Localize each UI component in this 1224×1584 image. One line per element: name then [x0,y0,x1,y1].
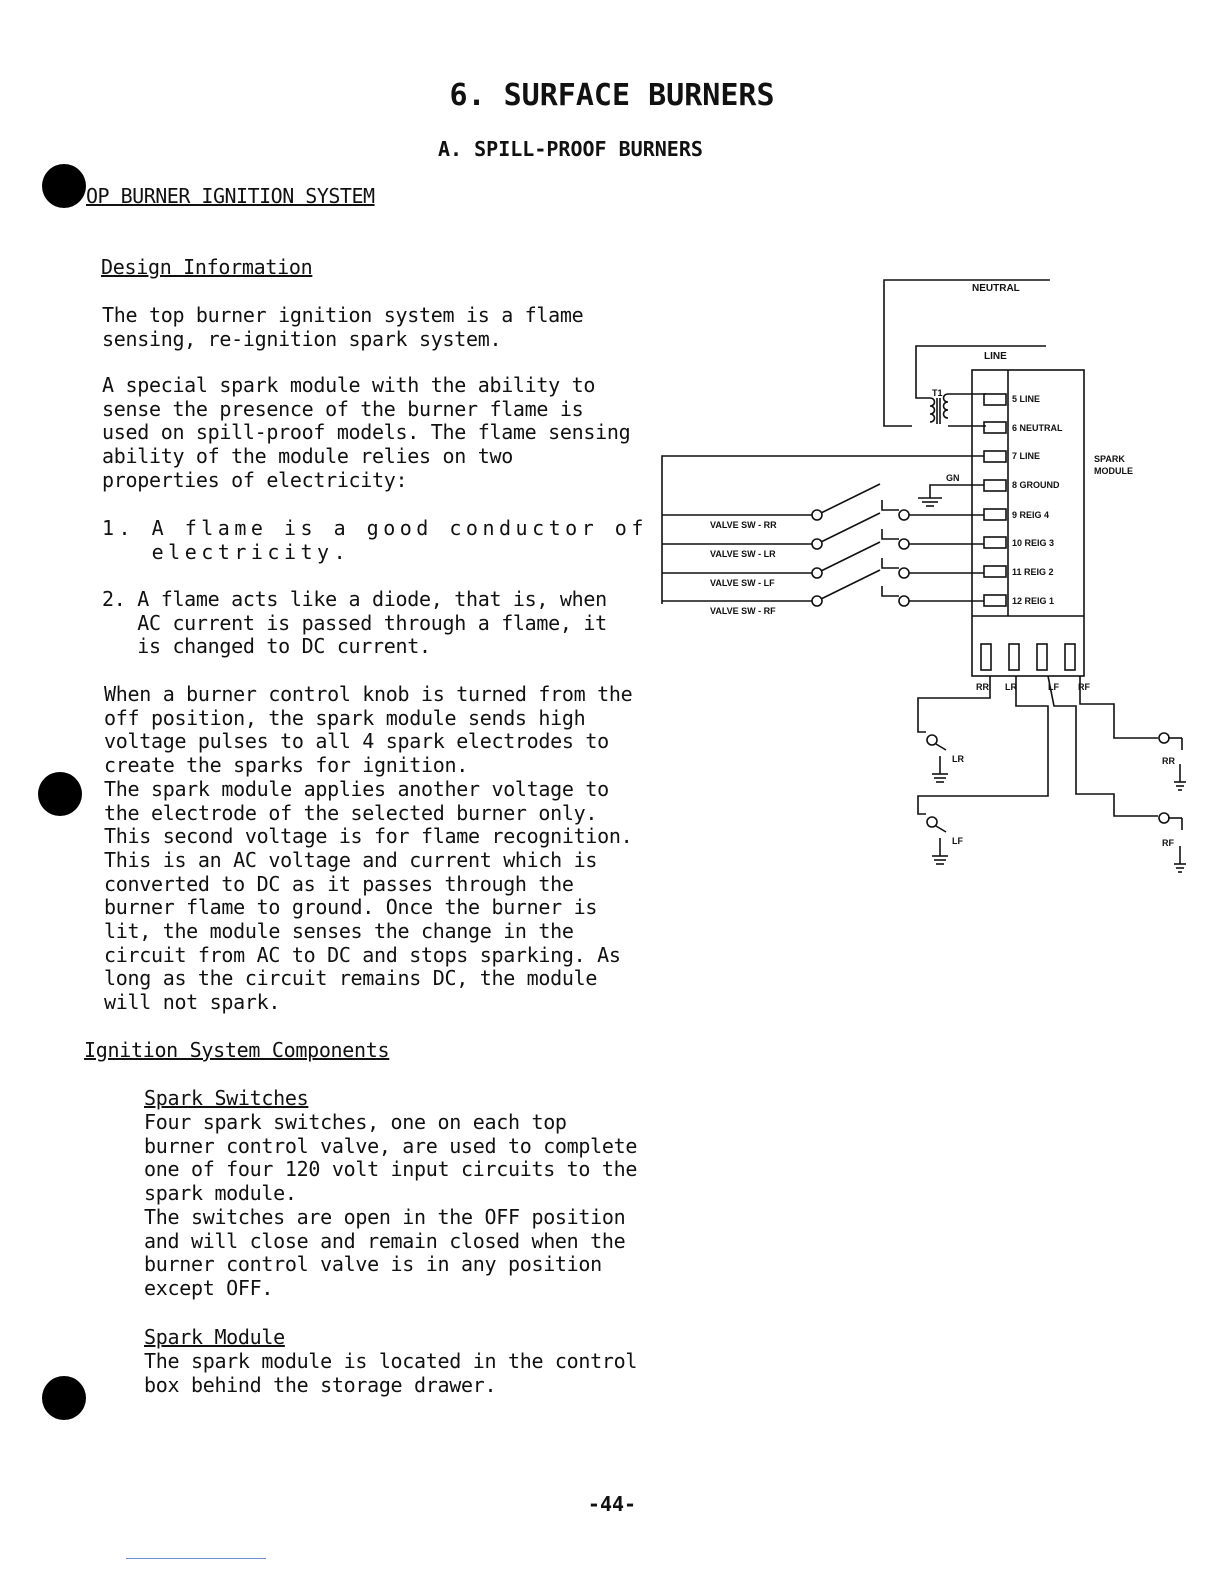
electrode-label: RR [1162,756,1175,766]
terminal [984,480,1006,491]
port-label: RR [976,682,989,692]
list-item-1: 1. A flame is a good conductor of electricity. [102,516,648,564]
terminal-label: 11 REIG 2 [1012,567,1054,577]
switch-contact [899,568,909,578]
terminal [984,451,1006,462]
spark-switches-heading: Spark Switches [144,1086,309,1110]
list-item-2: 2. A flame acts like a diode, that is, when AC current is passed through a flame, it is changed to DC current. [102,587,607,659]
valve-switch-label: VALVE SW - RF [710,606,776,616]
spark-module-heading: Spark Module [144,1325,285,1349]
valve-switch-label: VALVE SW - LF [710,578,775,588]
lead-lf [1048,676,1158,816]
switch-contact [899,596,909,606]
spark-module-box [972,370,1084,676]
gn-label: GN [946,473,960,483]
switch-link [882,586,899,596]
terminal-label: 6 NEUTRAL [1012,423,1063,433]
lead-rf [1080,676,1158,738]
switch-contact [899,510,909,520]
switch-contact [812,568,822,578]
page-subtitle: A. SPILL-PROOF BURNERS [438,137,703,161]
valve-switch-label: VALVE SW - LR [710,549,776,559]
neutral-wire [884,280,1050,426]
electrode-ports [981,644,1075,670]
terminal-label: 9 REIG 4 [1012,510,1050,520]
t1-label: T1 [932,388,943,398]
switch-arm [821,513,880,542]
design-paragraph-1: The top burner ignition system is a flame sensing, re-ignition spark system. [102,303,584,351]
components-heading: Ignition System Components [84,1038,390,1062]
port [1009,644,1019,670]
ground-wire [930,485,984,498]
switch-arm [821,542,880,571]
port-label: RF [1078,682,1090,692]
switch-link [882,529,899,539]
terminal-label: 7 LINE [1012,451,1041,461]
electrode-lf [927,817,948,864]
terminal [984,422,1006,433]
port [1065,644,1075,670]
electrode-label: LR [952,754,964,764]
terminal [984,394,1006,405]
transformer-secondary [944,394,949,418]
terminal-block [984,394,1006,606]
page-title: 6. SURFACE BURNERS [449,78,775,113]
terminal-label: 8 GROUND [1012,480,1060,490]
binder-hole [38,772,82,816]
design-info-heading: Design Information [101,255,313,279]
neutral-label: NEUTRAL [972,283,1020,294]
design-paragraph-3: When a burner control knob is turned from the off position, the spark module sends high voltage pulses to all 4 spark electrodes to create the sparks for ignition. The spark module applies another voltage to the electrode of the selected burner only. This second voltage is for flame recognition. This is an AC voltage and current which is converted to DC as it passes through the burner flame to ground. Once the burner is lit, the module senses the change in the circuit from AC to DC and stops sparking. As long as the circuit remains DC, the module will not spark. [104,682,633,1015]
page-number: -44- [587,1492,637,1516]
switch-link [882,500,899,510]
switch-arm [821,484,880,513]
wiring-diagram [650,270,1200,890]
switch-contact [812,510,822,520]
electrode-label: RF [1162,838,1174,848]
port-label: LF [1048,682,1059,692]
section-heading: OP BURNER IGNITION SYSTEM [86,184,375,208]
spark-module-label: MODULE [1094,466,1133,476]
terminal [984,566,1006,577]
port [981,644,991,670]
spark-switches-body: Four spark switches, one on each top burner control valve, are used to complete one of four 120 volt input circuits to the spark module. The switches are open in the OFF position and will close and remain closed when the burner control valve is in any position except OFF. [144,1110,638,1300]
terminal-label: 5 LINE [1012,394,1041,404]
binder-hole [42,164,86,208]
design-paragraph-2: A special spark module with the ability to sense the presence of the burner flame is used on spill-proof models. The flame sensing ability of the module relies on two properties of electricity: [102,373,631,492]
switch-arm [821,570,880,599]
terminal [984,509,1006,520]
transformer-primary [930,398,935,422]
binder-hole [42,1376,86,1420]
spark-module-label: SPARK [1094,454,1125,464]
port-label: LR [1005,682,1017,692]
footer-rule [126,1558,266,1559]
terminal [984,595,1006,606]
terminal-label: 10 REIG 3 [1012,538,1055,548]
port [1037,644,1047,670]
switch-contact [812,539,822,549]
switch-link [882,558,899,568]
electrode-label: LF [952,836,963,846]
line-label: LINE [984,351,1007,362]
terminal [984,537,1006,548]
valve-switch-label: VALVE SW - RR [710,520,777,530]
switch-contact [812,596,822,606]
switch-contact [899,539,909,549]
terminal-label: 12 REIG 1 [1012,596,1055,606]
spark-module-body: The spark module is located in the control box behind the storage drawer. [144,1349,638,1397]
electrode-lr [927,735,948,782]
